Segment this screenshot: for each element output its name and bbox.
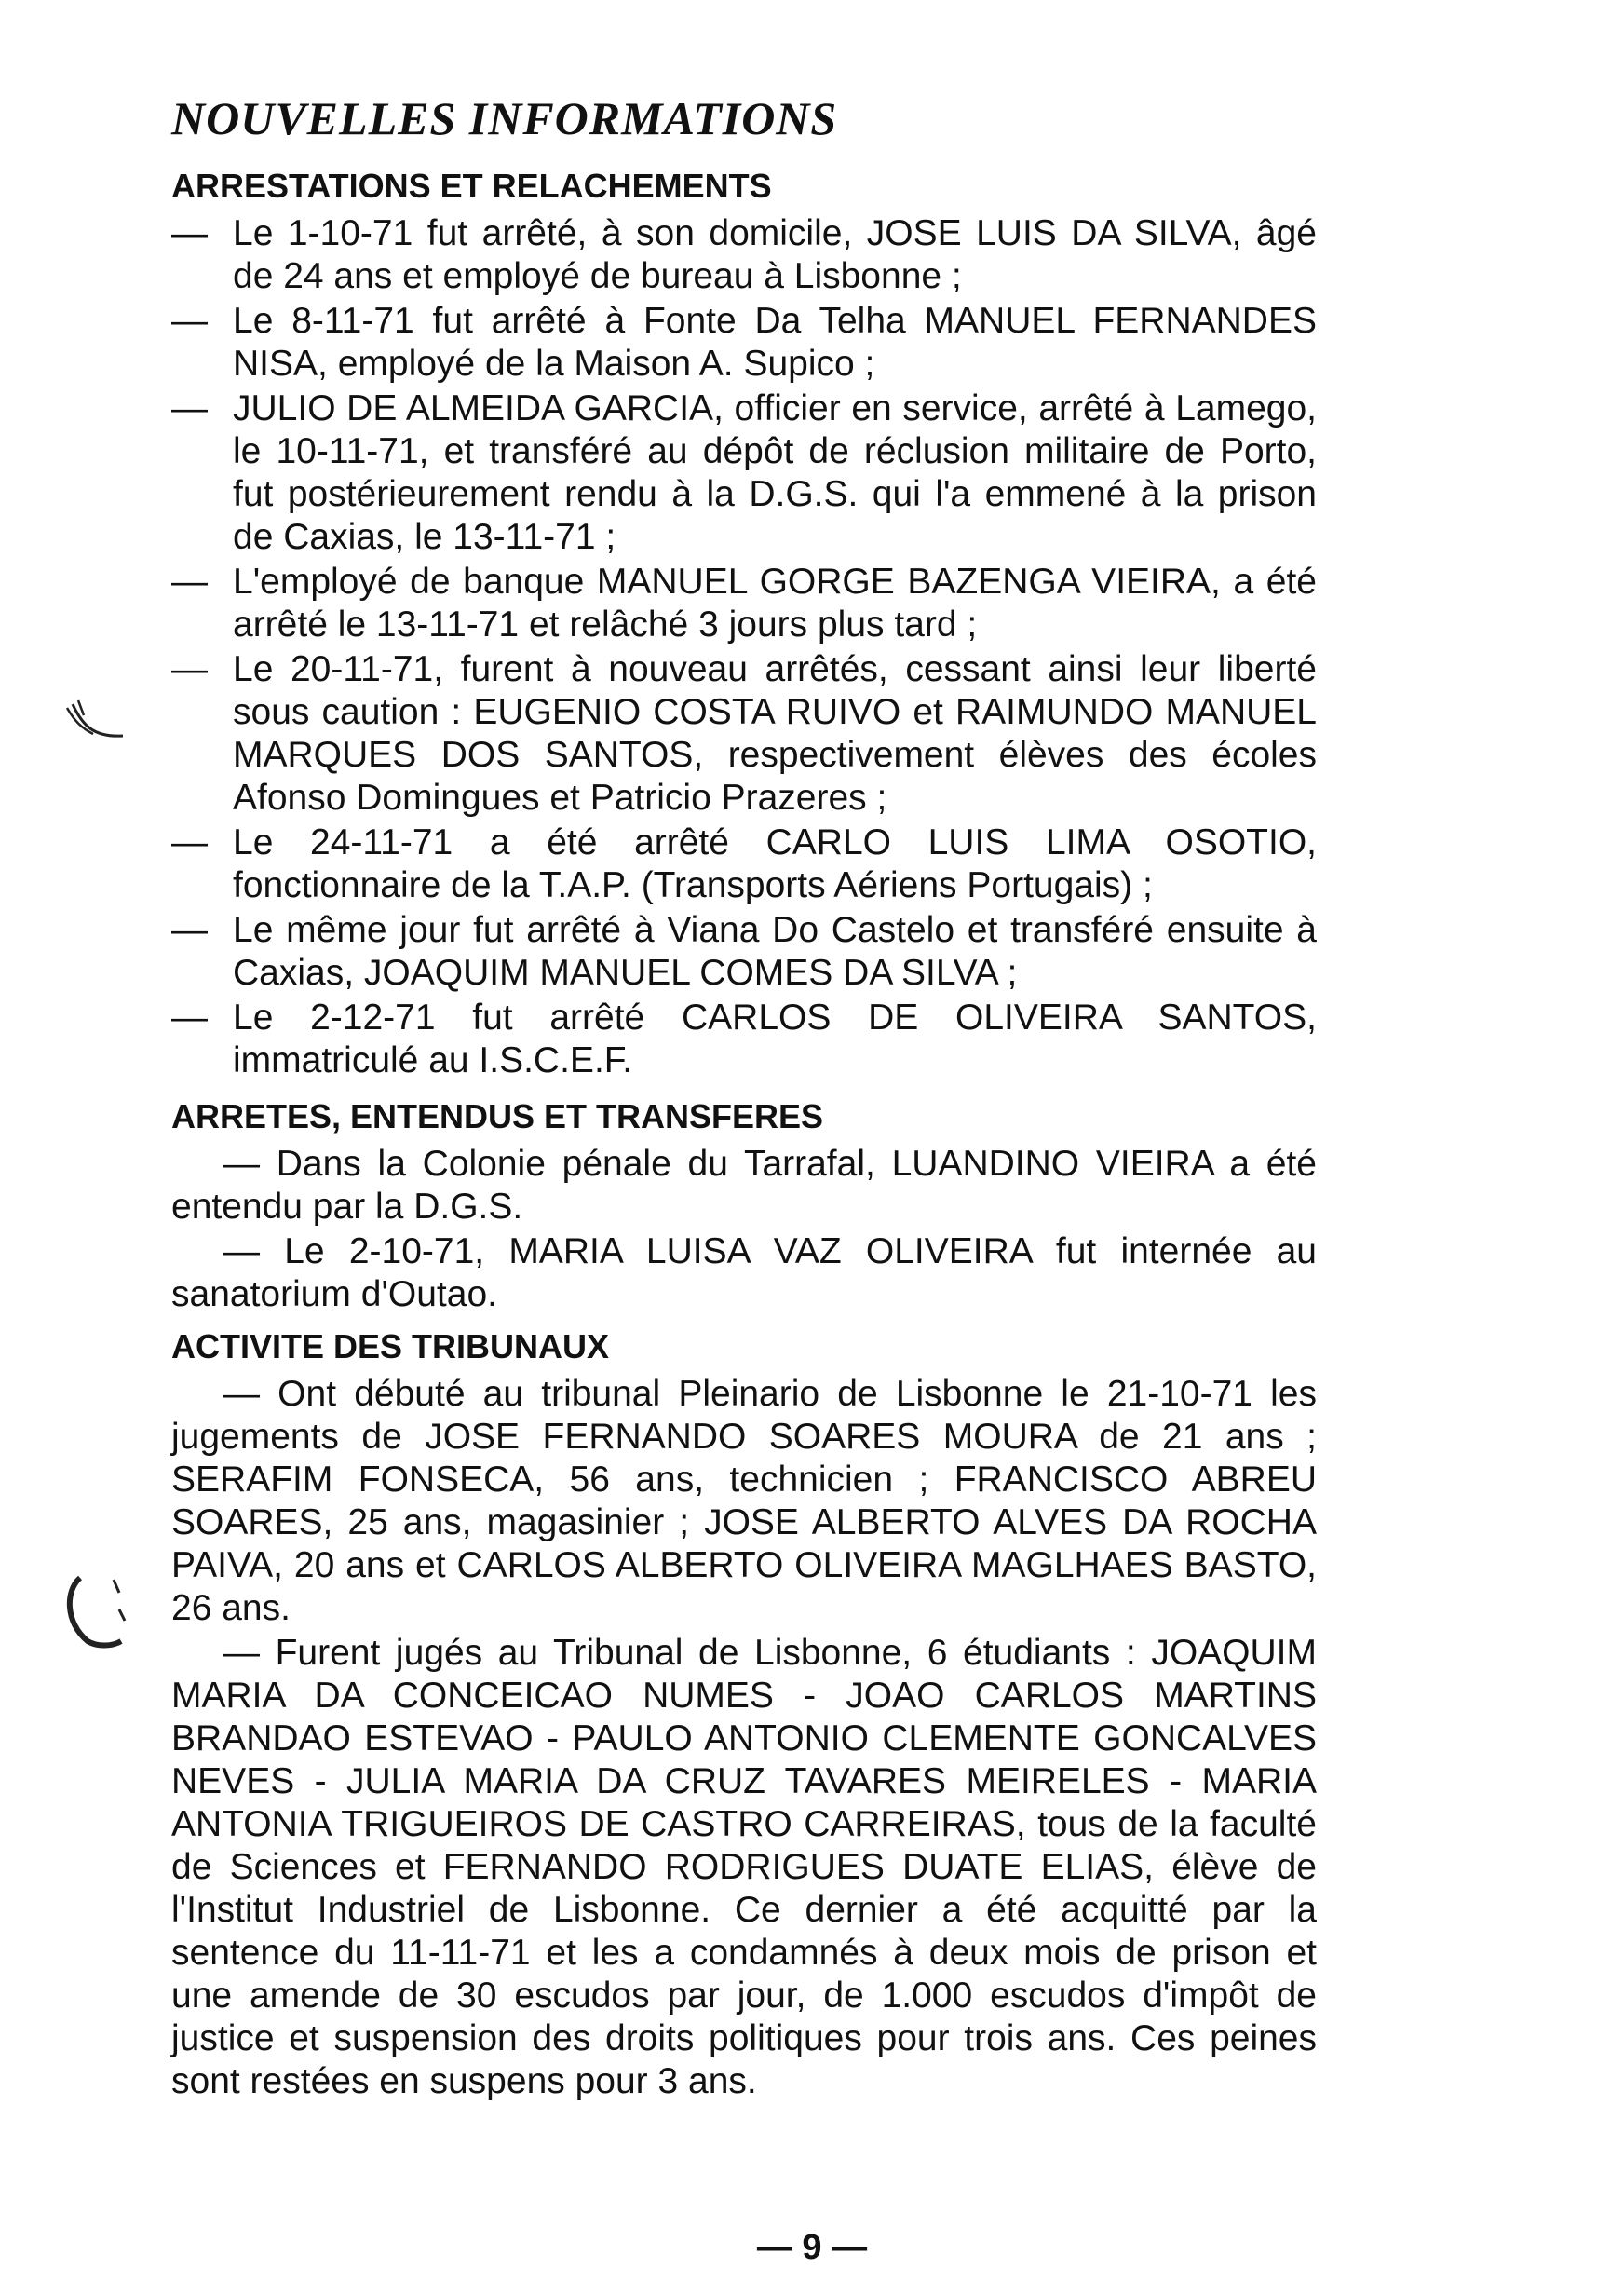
section-arretes-entendus [171,1095,1317,1325]
section-heading: ARRETES, ENTENDUS ET TRANSFERES [171,1097,824,1135]
margin-tick-mark [65,697,130,753]
section-activite-tribunaux [171,1325,1317,2103]
section-heading: ACTIVITE DES TRIBUNAUX [171,1327,610,1365]
list-item: — Le 2-12-71 fut arrêté CARLOS DE OLIVEIRA SANTOS, immatriculé au I.S.C.E.F. [171,998,1317,1080]
paragraph: — Ont débuté au tribunal Pleinario de Lisbonne le 21-10-71 les jugements de JOSE FERNANDO SOARES MOURA de 21 ans ; SERAFIM FONSECA, 56 ans, technicien ; FRANCISCO ABREU SOARES, 25 ans, magasinier ; JOSE ALBERTO ALVES DA ROCHA PAIVA, 20 ans et CARLOS ALBERTO OLIVEIRA MAGLHAES BASTO, 26 ans. [171,1374,1317,1628]
dash-marker: — [171,998,208,1038]
section-heading: ARRESTATIONS ET RELACHEMENTS [171,167,772,205]
paragraph: — Furent jugés au Tribunal de Lisbonne, 6 étudiants : JOAQUIM MARIA DA CONCEICAO NUMES - JOAO CARLOS MARTINS BRANDAO ESTEVAO - PAULO ANTONIO CLEMENTE GONCALVES NEVES - JULIA MARIA DA CRUZ TAVARES MEIRELES - MARIA ANTONIA TRIGUEIROS DE CASTRO CARREIRAS, tous de la faculté de Sciences et FERNANDO RODRIGUES DUATE ELIAS, élève de l'Institut Industriel de Lisbonne. Ce dernier a été acquitté par la sentence du 11-11-71 et les a condamnés à deux mois de prison et une amende de 30 escudos par jour, de 1.000 escudos d'impôt de justice et suspension des droits politiques pour trois ans. Ces peines sont restées en suspens pour 3 ans. [171,1633,1317,2101]
list-item: — Le 1-10-71 fut arrêté, à son domicile, JOSE LUIS DA SILVA, âgé de 24 ans et employé de bureau à Lisbonne ; [171,213,1317,296]
dash-marker: — [171,649,208,689]
list-item: — Le 24-11-71 a été arrêté CARLO LUIS LIMA OSOTIO, fonctionnaire de la T.A.P. (Transports Aériens Portugais) ; [171,822,1317,905]
dash-marker: — [171,213,208,253]
list-item: — Le 8-11-71 fut arrêté à Fonte Da Telha MANUEL FERNANDES NISA, employé de la Maison A. Supico ; [171,301,1317,384]
dash-marker: — [171,301,208,341]
list-item: — Le 20-11-71, furent à nouveau arrêtés, cessant ainsi leur liberté sous caution : EUGENIO COSTA RUIVO et RAIMUNDO MANUEL MARQUES DOS SANTOS, respectivement élèves des écoles Afonso Domingues et Patricio Prazeres ; [171,649,1317,818]
dash-marker: — [171,562,208,602]
list-item: — L'employé de banque MANUEL GORGE BAZENGA VIEIRA, a été arrêté le 13-11-71 et relâché 3 jours plus tard ; [171,562,1317,645]
dash-marker: — [171,822,208,862]
dash-marker: — [171,388,208,428]
list-item: — Le même jour fut arrêté à Viana Do Castelo et transféré ensuite à Caxias, JOAQUIM MANUEL COMES DA SILVA ; [171,910,1317,993]
dash-marker: — [171,910,208,950]
page-title: NOUVELLES INFORMATIONS [171,92,838,144]
document-page [171,93,1317,2105]
paragraph: — Le 2-10-71, MARIA LUISA VAZ OLIVEIRA fut internée au sanatorium d'Outao. [171,1231,1317,1314]
section-arrestations [171,165,1317,1082]
page-number: — 9 — [756,2228,868,2267]
list-item: — JULIO DE ALMEIDA GARCIA, officier en service, arrêté à Lamego, le 10-11-71, et transféré au dépôt de réclusion militaire de Porto, fut postérieurement rendu à la D.G.S. qui l'a emmené à la prison de Caxias, le 13-11-71 ; [171,388,1317,557]
margin-bracket-mark [60,1572,134,1656]
arrest-list [171,212,1317,1082]
paragraph: — Dans la Colonie pénale du Tarrafal, LUANDINO VIEIRA a été entendu par la D.G.S. [171,1144,1317,1227]
